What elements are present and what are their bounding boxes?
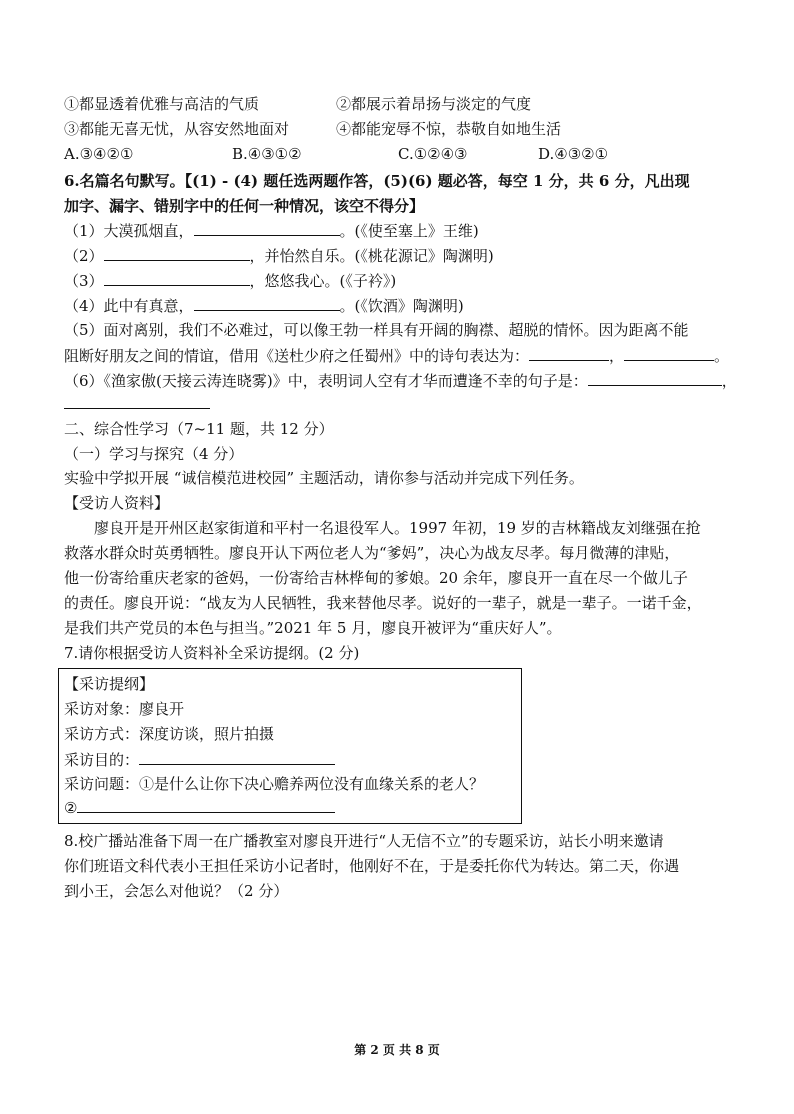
- q6-line-5b: [64, 344, 729, 367]
- profile-paragraph-1: 廖良开是开州区赵家街道和平村一名退役军人。1997 年初，19 岁的吉林籍战友刘继强在抢: [94, 519, 701, 537]
- outline-method: 采访方式：深度访谈，照片拍摄: [64, 725, 275, 743]
- q6-line-3: [64, 269, 396, 292]
- outline-heading: 【采访提纲】: [64, 675, 155, 693]
- q6-line-5a: （5）面对离别，我们不必难过，可以像王勃一样具有开阔的胸襟、超脱的情怀。因为距离不能: [64, 321, 689, 339]
- q6-line-4-pre: （4）此中有真意，: [64, 297, 194, 315]
- q6-instruction-1: 6.名篇名句默写。【(1) - (4) 题任选两题作答，(5)(6) 题必答，每空 1 分，共 6 分，凡出现: [64, 172, 690, 190]
- q5-option-c[interactable]: C.①②④③: [398, 145, 468, 163]
- section-2-subtitle: （一）学习与探究（4 分）: [64, 445, 244, 463]
- answer-blank[interactable]: [529, 344, 609, 361]
- answer-blank[interactable]: [64, 392, 210, 409]
- profile-paragraph-4: 的责任。廖良开说：“战友为人民牺牲，我来替他尽孝。说好的一辈子，就是一辈子。一诺千金，: [64, 594, 702, 612]
- q6-line-6a-text: （6）《渔家傲(天接云涛连晓雾)》中，表明词人空有才华而遭逢不幸的句子是：: [64, 372, 588, 390]
- q5-option-a[interactable]: A.③④②①: [64, 145, 134, 163]
- page-footer: 第 2 页 共 8 页: [354, 1043, 440, 1057]
- outline-target: 采访对象：廖良开: [64, 700, 185, 718]
- outline-question-2: [64, 796, 335, 819]
- q6-line-3-post: ，悠悠我心。(《子衿》): [249, 272, 397, 290]
- answer-blank[interactable]: [194, 294, 340, 311]
- q6-line-5b-text: 阻断好朋友之间的情谊，借用《送杜少府之任蜀州》中的诗句表达为：: [64, 347, 530, 365]
- q6-line-4-post: 。(《饮酒》陶渊明): [339, 297, 464, 315]
- q6-instruction-2: 加字、漏字、错别字中的任何一种情况，该空不得分】: [64, 197, 425, 215]
- q5-option-b[interactable]: B.④③①②: [232, 145, 302, 163]
- q6-line-2-pre: （2）: [64, 247, 104, 265]
- q6-line-2: [64, 244, 494, 267]
- q6-line-5b-end: 。: [714, 347, 730, 365]
- profile-paragraph-3: 他一份寄给重庆老家的爸妈，一份寄给吉林桦甸的爹娘。20 余年，廖良开一直在尽一个做儿子: [64, 569, 688, 587]
- answer-blank[interactable]: [77, 796, 335, 813]
- q5-item-3: ③都能无喜无忧，从容安然地面对: [64, 120, 290, 138]
- outline-purpose: [64, 748, 335, 771]
- q8-line-1: 8.校广播站准备下周一在广播教室对廖良开进行“人无信不立”的专题采访，站长小明来邀请: [64, 832, 664, 850]
- answer-blank[interactable]: [194, 219, 340, 236]
- q6-line-6b: [64, 392, 210, 415]
- interview-outline-box: [58, 668, 522, 824]
- q7-title: 7.请你根据受访人资料补全采访提纲。(2 分): [64, 644, 360, 662]
- q6-line-5b-sep: ，: [609, 347, 625, 365]
- q5-item-1: ①都显透着优雅与高洁的气质: [64, 95, 260, 113]
- answer-blank[interactable]: [624, 344, 714, 361]
- outline-question-2-label: ②: [64, 799, 78, 817]
- q8-line-3: 到小王，会怎么对他说？（2 分）: [64, 882, 289, 900]
- outline-purpose-label: 采访目的：: [64, 751, 140, 769]
- answer-blank[interactable]: [104, 269, 250, 286]
- answer-blank[interactable]: [588, 369, 722, 386]
- q5-item-4: ④都能宠辱不惊，恭敬自如地生活: [336, 120, 562, 138]
- q6-line-2-post: ，并怡然自乐。(《桃花源记》陶渊明): [249, 247, 494, 265]
- outline-question-1: 采访问题：①是什么让你下决心赡养两位没有血缘关系的老人？: [64, 775, 485, 793]
- profile-heading: 【受访人资料】: [64, 494, 170, 512]
- q6-line-6a: [64, 369, 737, 392]
- q6-line-1: [64, 219, 479, 242]
- q5-item-2: ②都展示着昂扬与淡定的气度: [336, 95, 532, 113]
- answer-blank[interactable]: [104, 244, 250, 261]
- profile-paragraph-5: 是我们共产党员的本色与担当。”2021 年 5 月，廖良开被评为“重庆好人”。: [64, 619, 562, 637]
- q5-option-d[interactable]: D.④③②①: [538, 145, 609, 163]
- answer-blank[interactable]: [139, 748, 335, 765]
- q6-line-1-post: 。(《使至塞上》王维): [339, 222, 479, 240]
- q6-line-3-pre: （3）: [64, 272, 104, 290]
- q6-line-6a-sep: ，: [721, 372, 737, 390]
- profile-paragraph-2: 救落水群众时英勇牺牲。廖良开认下两位老人为“爹妈”，决心为战友尽孝。每月微薄的津贴，: [64, 544, 680, 562]
- q6-line-4: [64, 294, 464, 317]
- q6-line-1-pre: （1）大漠孤烟直，: [64, 222, 194, 240]
- section-2-intro: 实验中学拟开展 “诚信模范进校园” 主题活动，请你参与活动并完成下列任务。: [64, 469, 584, 487]
- section-2-title: 二、综合性学习（7~11 题，共 12 分）: [64, 420, 334, 438]
- q8-line-2: 你们班语文科代表小王担任采访小记者时，他刚好不在，于是委托你代为转达。第二天，你遇: [64, 857, 680, 875]
